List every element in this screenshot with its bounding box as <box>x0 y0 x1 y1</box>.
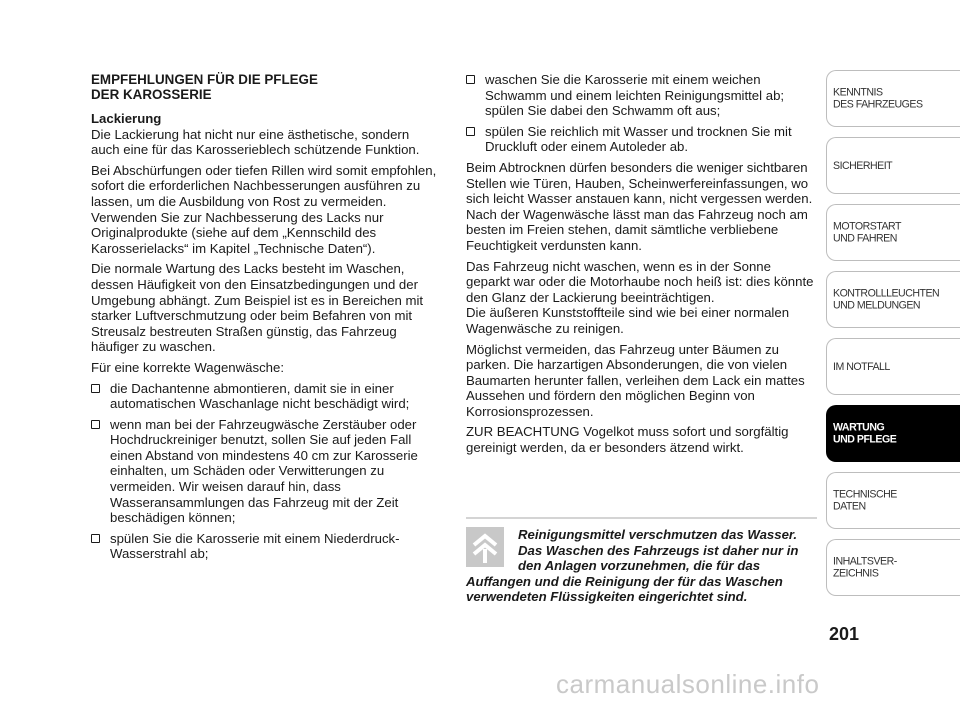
tab-label: KENNTNIS DES FAHRZEUGES <box>833 86 923 111</box>
paragraph: Die äußeren Kunststoffteile sind wie bei einer normalen Wagenwäsche zu reinigen. <box>466 305 790 336</box>
list-item <box>466 72 818 119</box>
tab-label: WARTUNG UND PFLEGE <box>833 421 897 446</box>
checkbox-square-icon <box>466 127 475 136</box>
environment-note <box>466 527 818 605</box>
bullet-list <box>466 72 818 155</box>
right-column <box>466 72 818 456</box>
tab-label: MOTORSTART UND FAHREN <box>833 220 901 245</box>
checkbox-square-icon <box>466 75 475 84</box>
note-divider <box>466 517 817 519</box>
paragraph-note-beachtung: ZUR BEACHTUNG Vogelkot muss sofort und sorgfältig gereinigt werden, da er besonders ätzend wirkt. <box>466 424 789 456</box>
checkbox-square-icon <box>91 384 100 393</box>
tab-inhaltsverzeichnis[interactable] <box>826 539 960 596</box>
tab-label: INHALTSVER- ZEICHNIS <box>833 555 897 580</box>
left-column <box>91 72 439 562</box>
tab-wartung-und-pflege[interactable] <box>826 405 960 462</box>
checkbox-square-icon <box>91 534 100 543</box>
paragraph: Bei Abschürfungen oder tiefen Rillen wird somit empfohlen, sofort die erforderlichen Nachbesserungen ausführen zu lassen, um die Ausbildung von Rost zu vermeiden. Verwenden Sie zur Nachbesserung des Lacks nur Originalprodukte (siehe auf dem „Kennschild des Karosserielacks“ im Kapitel „Technische Daten“). <box>91 162 437 256</box>
paragraph: Beim Abtrocknen dürfen besonders die weniger sichtbaren Stellen wie Türen, Hauben, Scheinwerfereinfassungen, wo sich leicht Wasser anstauen kann, nicht vergessen werden. Nach der Wagenwäsche lässt man das Fahrzeug noch am besten im Freien stehen, damit sämtliche verbliebene Feuchtigkeit verdunsten kann. <box>466 159 813 253</box>
chapter-tabs <box>826 70 960 606</box>
watermark: carmanualsonline.info <box>556 669 820 699</box>
environment-chevron-icon <box>466 527 504 567</box>
tab-motorstart-und-fahren[interactable] <box>826 204 960 261</box>
list-item-text: spülen Sie reichlich mit Wasser und trocknen Sie mit Druckluft oder einem Autoleder ab. <box>485 123 792 155</box>
list-item <box>91 381 439 412</box>
section-heading <box>91 72 439 102</box>
list-item <box>91 531 439 562</box>
tab-label: KONTROLLLEUCHTEN UND MELDUNGEN <box>833 287 940 312</box>
paragraph: Das Fahrzeug nicht waschen, wenn es in der Sonne geparkt war oder die Motorhaube noch heiß ist: dies könnte den Glanz der Lackierung beeinträchtigen. <box>466 258 814 305</box>
paragraph: Möglichst vermeiden, das Fahrzeug unter Bäumen zu parken. Die harzartigen Absonderungen, die von vielen Baumarten herunter fallen, verleihen dem Lack ein mattes Aussehen und fördern den möglichen Beginn von Korrosionsprozessen. <box>466 341 805 419</box>
list-item <box>466 124 818 155</box>
environment-note-text: Reinigungsmittel verschmutzen das Wasser. Das Waschen des Fahrzeugs ist daher nur in den Anlagen vorzunehmen, die für das Auffangen und die Reinigung der für das Waschen verwendeten Flüssigkeiten eingerichtet sind. <box>466 527 799 605</box>
section-heading-line: DER KAROSSERIE <box>91 87 212 102</box>
tab-im-notfall[interactable] <box>826 338 960 395</box>
paragraph: Die Lackierung hat nicht nur eine ästhetische, sondern auch eine für das Karosserieblech schützende Funktion. <box>91 126 420 158</box>
tab-label: IM NOTFALL <box>833 360 890 373</box>
tab-kenntnis-des-fahrzeuges[interactable] <box>826 70 960 127</box>
page-number: 201 <box>829 624 860 644</box>
section-heading-line: EMPFEHLUNGEN FÜR DIE PFLEGE <box>91 72 318 87</box>
list-item-text: spülen Sie die Karosserie mit einem Niederdruck-Wasserstrahl ab; <box>110 530 400 562</box>
list-item-text: waschen Sie die Karosserie mit einem weichen Schwamm und einem leichten Reinigungsmittel ab; spülen Sie dabei den Schwamm oft aus; <box>485 72 785 119</box>
list-item <box>91 417 439 526</box>
subheading-lackierung: Lackierung <box>91 111 162 126</box>
bullet-list <box>91 381 439 563</box>
list-item-text: die Dachantenne abmontieren, damit sie in einer automatischen Waschanlage nicht beschädigt wird; <box>110 380 410 412</box>
list-item-text: wenn man bei der Fahrzeugwäsche Zerstäuber oder Hochdruckreiniger benutzt, sollen Sie auf jeden Fall einen Abstand von mindestens 40 cm zur Karosserie einhalten, um Schäden oder Verwitterungen zu vermeiden. Wir weisen darauf hin, dass Wasseransammlungen das Fahrzeug mit der Zeit beschädigen können; <box>110 416 418 526</box>
tab-label: SICHERHEIT <box>833 159 893 172</box>
tab-sicherheit[interactable] <box>826 137 960 194</box>
paragraph: Für eine korrekte Wagenwäsche: <box>91 359 285 375</box>
paragraph: Die normale Wartung des Lacks besteht im Waschen, dessen Häufigkeit von den Einsatzbedingungen und der Umgebung abhängt. Zum Beispiel ist es in Bereichen mit starker Luftverschmutzung oder beim Befahren von mit Streusalz bestreuten Straßen günstig, das Fahrzeug häufiger zu waschen. <box>91 261 424 355</box>
tab-kontrollleuchten-und-meldungen[interactable] <box>826 271 960 328</box>
checkbox-square-icon <box>91 420 100 429</box>
tab-technische-daten[interactable] <box>826 472 960 529</box>
tab-label: TECHNISCHE DATEN <box>833 488 897 513</box>
